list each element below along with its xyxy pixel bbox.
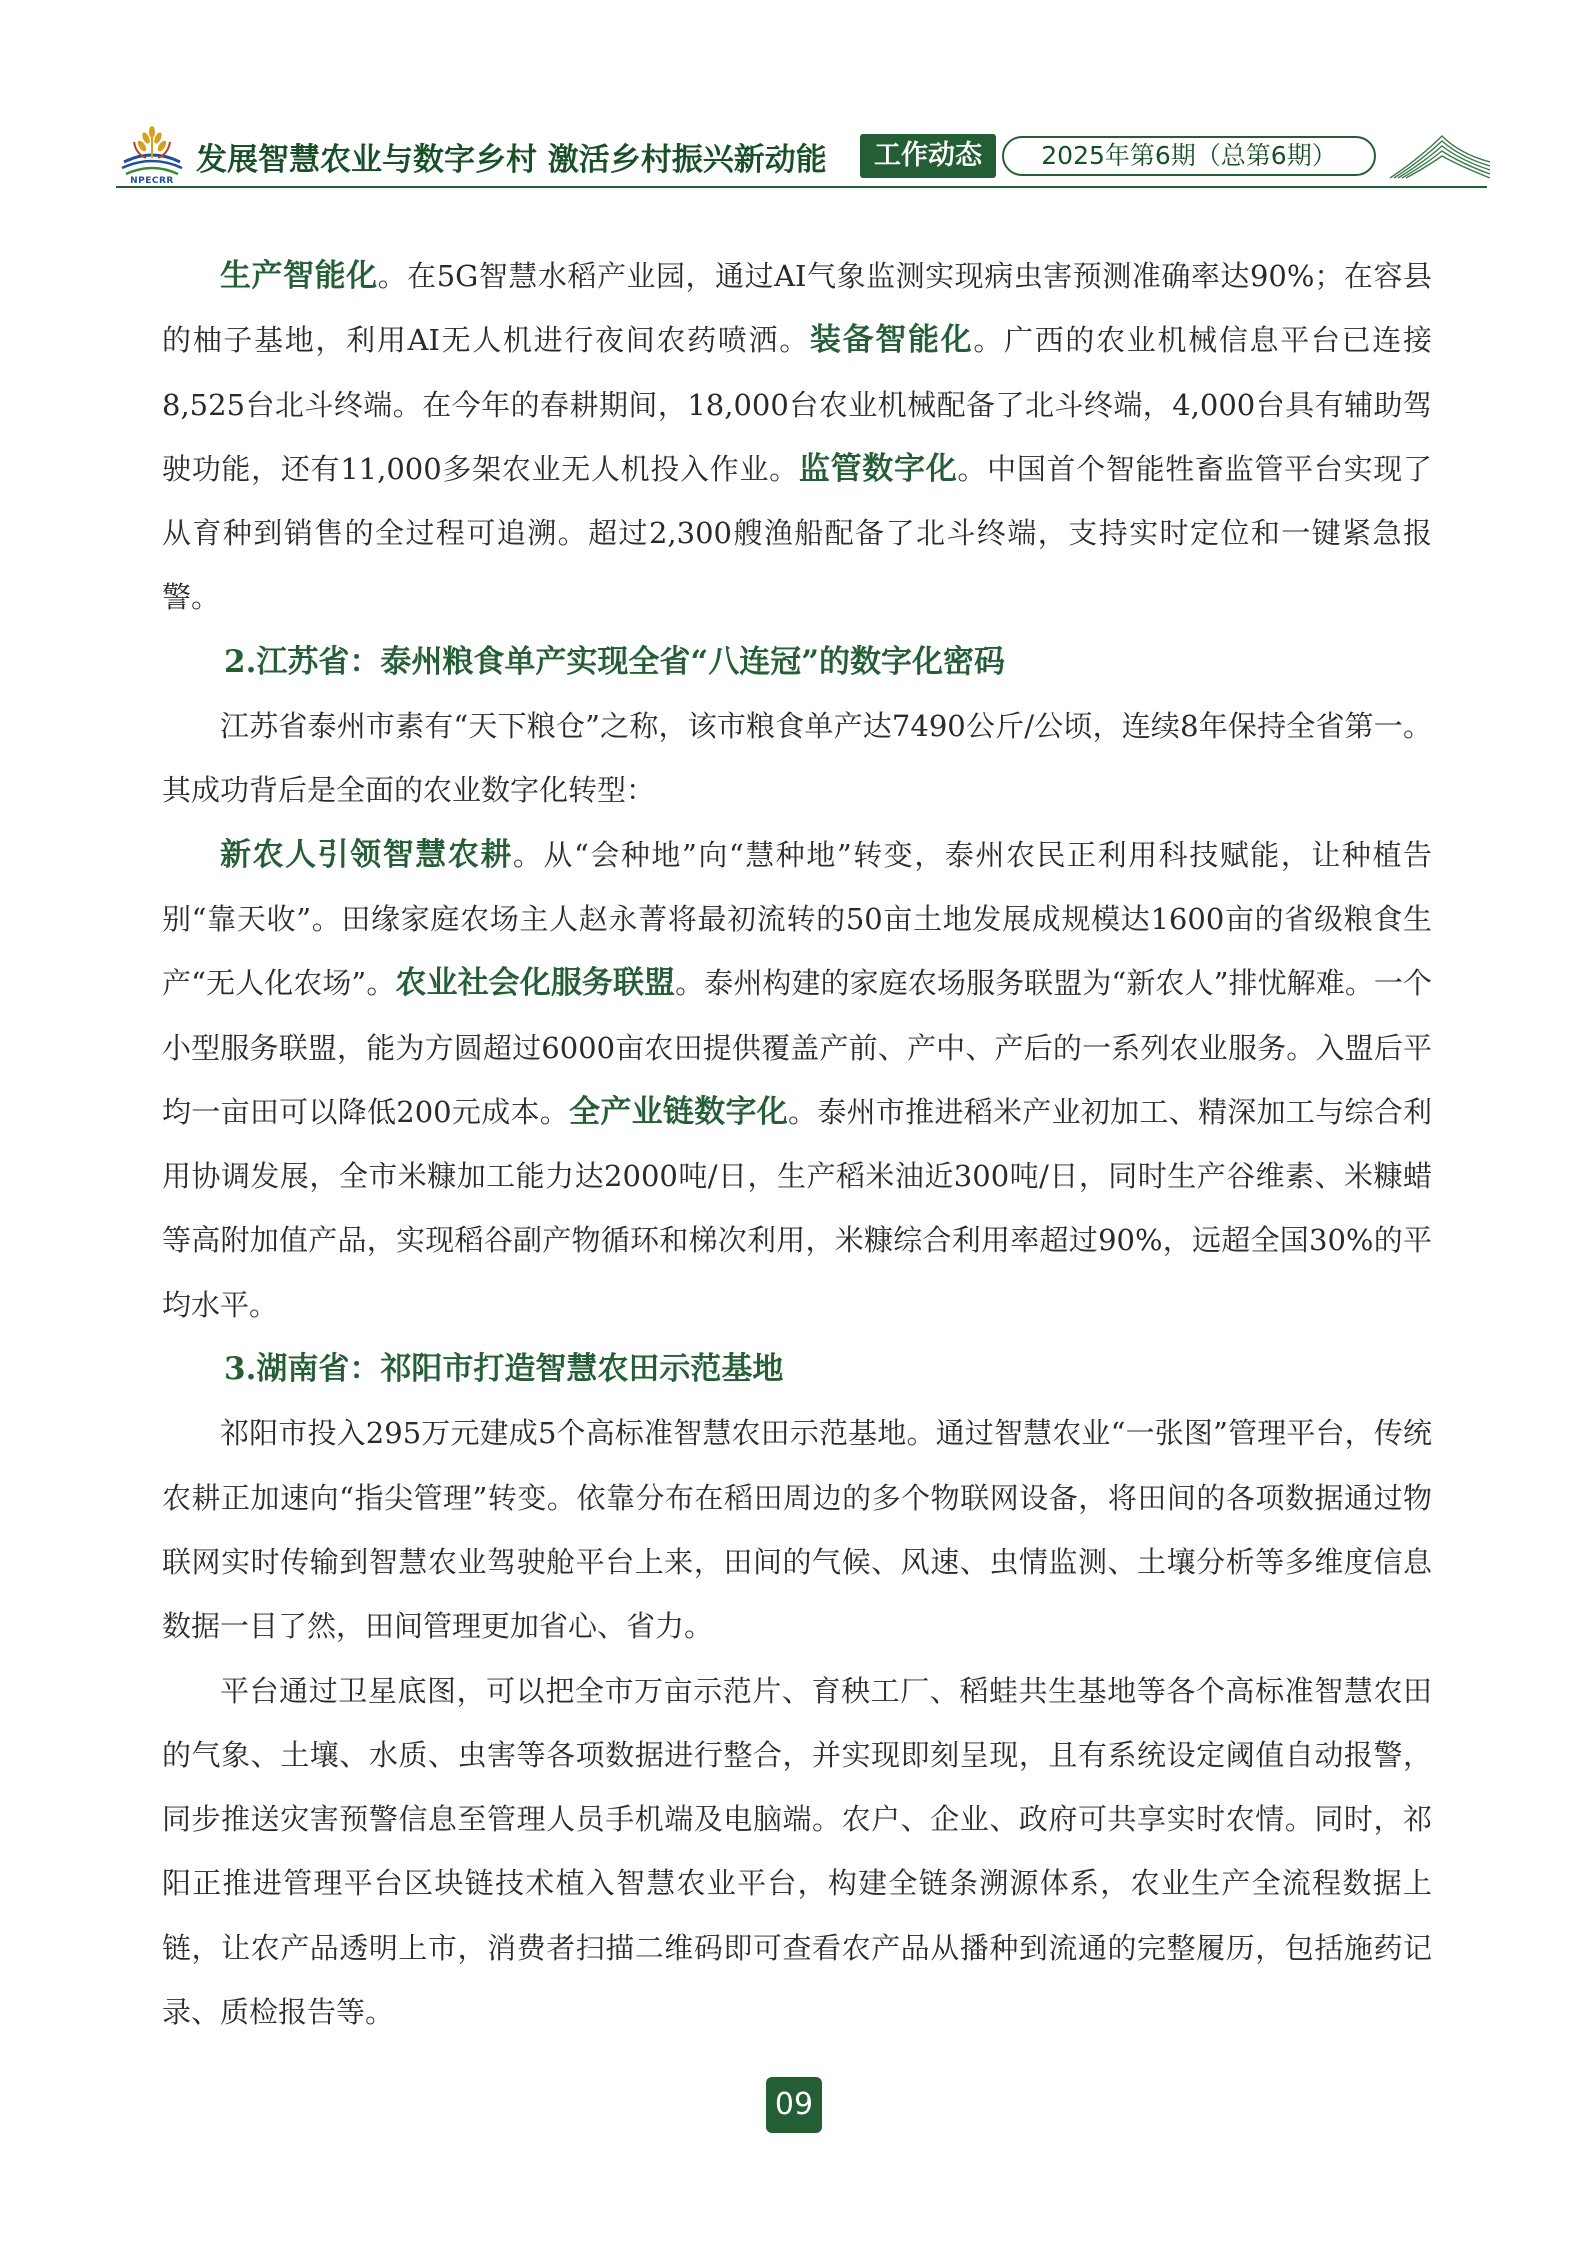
paragraph-text: 。从“会种地”向“慧种地”转变，泰州农民正利用科技赋能，让种植告别“靠天收”。田缘家庭农场主人赵永菁将最初流转的50亩土地发展成规模达1600亩的省级粮食生产“无人化农场”。 <box>162 837 1433 1001</box>
paragraph-text: 。中国首个智能牲畜监管平台实现了从育种到销售的全过程可追溯。超过2,300艘渔船配备了北斗终端，支持实时定位和一键紧急报警。 <box>162 451 1432 615</box>
paragraph-guangxi <box>162 244 1432 630</box>
keyword: 全产业链数字化 <box>569 1093 789 1130</box>
heading-hunan: 3.湖南省：祁阳市打造智慧农田示范基地 <box>224 1351 784 1388</box>
page-number: 09 <box>766 2077 822 2133</box>
article-body <box>162 244 1432 2044</box>
paragraph-taizhou-intro: 江苏省泰州市素有“天下粮仓”之称，该市粮食单产达7490公斤/公顷，连续8年保持全省第一。其成功背后是全面的农业数字化转型： <box>162 709 1432 808</box>
paragraph-taizhou-detail <box>162 823 1432 1337</box>
keyword: 生产智能化 <box>220 258 378 294</box>
paragraph-text: 。泰州市推进稻米产业初加工、精深加工与综合利用协调发展，全市米糠加工能力达2000吨/日，生产稻米油近300吨/日，同时生产谷维素、米糠蜡等高附加值产品，实现稻谷副产物循环和梯次利用，米糠综合利用率超过90%，远超全国30%的平均水平。 <box>162 1094 1432 1322</box>
mountains-icon <box>1390 128 1490 180</box>
issue-badge: 2025年第6期（总第6期） <box>1002 136 1376 176</box>
heading-jiangsu: 2.江苏省：泰州粮食单产实现全省“八连冠”的数字化密码 <box>224 643 1006 680</box>
logo-text: NPECRR <box>130 176 174 186</box>
keyword: 农业社会化服务联盟 <box>395 965 676 1002</box>
keyword: 新农人引领智慧农耕 <box>220 836 513 873</box>
paragraph-text: 。泰州构建的家庭农场服务联盟为“新农人”排忧解难。一个小型服务联盟，能为方圆超过6000亩农田提供覆盖产前、产中、产后的一系列农业服务。入盟后平均一亩田可以降低200元成本。 <box>162 966 1433 1129</box>
paragraph-qiyang-1: 祁阳市投入295万元建成5个高标准智慧农田示范基地。通过智慧农业“一张图”管理平台，传统农耕正加速向“指尖管理”转变。依靠分布在稻田周边的多个物联网设备，将田间的各项数据通过物联网实时传输到智慧农业驾驶舱平台上来，田间的气候、风速、虫情监测、土壤分析等多维度信息数据一目了然，田间管理更加省心、省力。 <box>162 1416 1432 1644</box>
header-divider <box>116 186 1487 188</box>
keyword: 监管数字化 <box>798 450 958 487</box>
paragraph-text: 。广西的农业机械信息平台已连接8,525台北斗终端。在今年的春耕期间，18,000台农业机械配备了北斗终端，4,000台具有辅助驾驶功能，还有11,000多架农业无人机投入作业。 <box>162 323 1432 486</box>
page-header <box>0 0 1587 210</box>
keyword: 装备智能化 <box>809 322 974 359</box>
paragraph-qiyang-2: 平台通过卫星底图，可以把全市万亩示范片、育秧工厂、稻蛙共生基地等各个高标准智慧农田的气象、土壤、水质、虫害等各项数据进行整合，并实现即刻呈现，且有系统设定阈值自动报警，同步推送灾害预警信息至管理人员手机端及电脑端。农户、企业、政府可共享实时农情。同时，祁阳正推进管理平台区块链技术植入智慧农业平台，构建全链条溯源体系，农业生产全流程数据上链，让农产品透明上市，消费者扫描二维码即可查看农产品从播种到流通的完整履历，包括施药记录、质检报告等。 <box>162 1673 1432 2030</box>
paragraph-text: 。在5G智慧水稻产业园，通过AI气象监测实现病虫害预测准确率达90%；在容县的柚子基地，利用AI无人机进行夜间农药喷洒。 <box>162 259 1432 358</box>
section-tag: 工作动态 <box>860 134 996 178</box>
header-title: 发展智慧农业与数字乡村 激活乡村振兴新动能 <box>196 142 827 178</box>
